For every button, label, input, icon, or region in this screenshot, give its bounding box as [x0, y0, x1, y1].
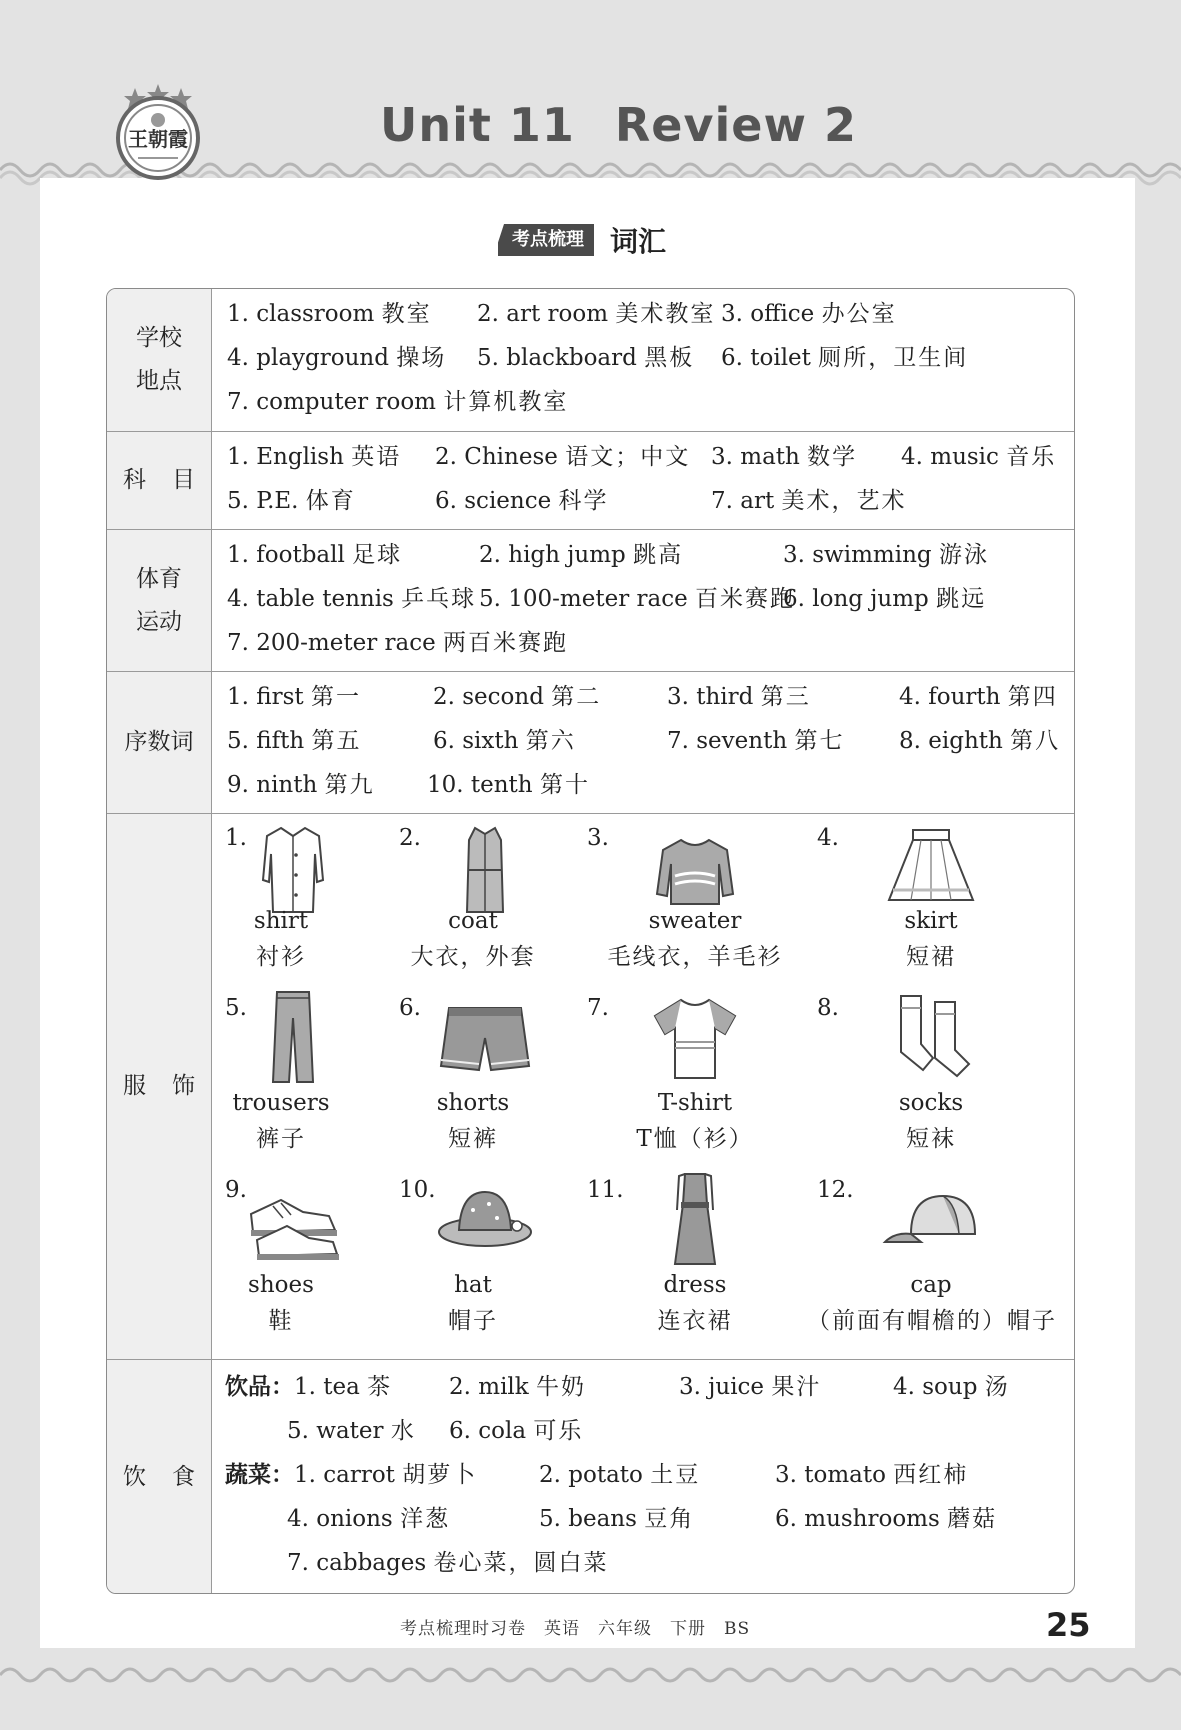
category-school-places: 学校 地点 [107, 289, 212, 431]
clothes-number: 4. [817, 825, 839, 851]
vocab-item: 2. high jump 跳高 [479, 542, 684, 568]
hat-icon [435, 1170, 535, 1270]
vocab-item: 6. science 科学 [435, 488, 609, 514]
vocab-item: 6. mushrooms 蘑菇 [775, 1506, 998, 1532]
wangzhaoxia-logo [112, 82, 204, 180]
shoes-icon [243, 1170, 343, 1270]
clothes-zh: 毛线衣，羊毛衫 [607, 944, 783, 970]
vegetables-label: 蔬菜： [225, 1462, 294, 1488]
vocab-item: 3. math 数学 [711, 444, 858, 470]
vocab-item: 5. P.E. 体育 [227, 488, 356, 514]
clothes-en: sweater [648, 908, 742, 934]
vocab-item: 蔬菜：1. carrot 胡萝卜 [225, 1462, 478, 1488]
vocab-item: 6. long jump 跳远 [783, 586, 987, 612]
clothes-en: shorts [436, 1090, 510, 1116]
vocab-item: 4. soup 汤 [893, 1374, 1010, 1400]
vocab-item: 8. eighth 第八 [899, 728, 1061, 754]
vocab-item: 1. classroom 教室 [227, 301, 432, 327]
clothes-en: socks [898, 1090, 964, 1116]
vocab-item: 2. art room 美术教室 [477, 301, 716, 327]
vocab-item: 7. 200-meter race 两百米赛跑 [227, 630, 569, 656]
vocab-item: 3. juice 果汁 [679, 1374, 822, 1400]
vocab-item: 6. cola 可乐 [449, 1418, 584, 1444]
skirt-icon [881, 820, 981, 920]
clothes-number: 11. [587, 1177, 624, 1203]
row-clothes [107, 813, 1074, 1359]
vocab-item: 3. swimming 游泳 [783, 542, 989, 568]
vocab-item: 10. tenth 第十 [427, 772, 590, 798]
clothes-number: 5. [225, 995, 247, 1021]
trousers-icon [243, 988, 343, 1088]
vocab-item: 4. fourth 第四 [899, 684, 1058, 710]
vocab-item: 6. toilet 厕所，卫生间 [721, 345, 969, 371]
vocab-item: 4. music 音乐 [901, 444, 1057, 470]
bottom-wave-border [0, 1655, 1181, 1695]
clothes-en: hat [454, 1272, 492, 1298]
cell-ordinals [213, 672, 1074, 813]
vocab-item: 4. onions 洋葱 [287, 1506, 451, 1532]
clothes-zh: 连衣裙 [657, 1308, 733, 1334]
vocab-item: 5. fifth 第五 [227, 728, 362, 754]
vocab-item: 7. computer room 计算机教室 [227, 389, 569, 415]
clothes-zh: 裤子 [256, 1126, 306, 1152]
clothes-number: 9. [225, 1177, 247, 1203]
section-heading [498, 220, 666, 260]
sweater-icon [645, 820, 745, 920]
vocab-item: 4. table tennis 乒乓球 [227, 586, 477, 612]
clothes-en: cap [910, 1272, 952, 1298]
t-shirt-icon [645, 988, 745, 1088]
clothes-zh: 短袜 [906, 1126, 956, 1152]
drinks-label: 饮品： [225, 1374, 294, 1400]
clothes-en: skirt [904, 908, 958, 934]
page-number: 25 [1046, 1606, 1091, 1644]
vocab-item: 饮品：1. tea 茶 [225, 1374, 393, 1400]
category-sports: 体育 运动 [107, 530, 212, 671]
vocab-item: 9. ninth 第九 [227, 772, 375, 798]
socks-icon [881, 988, 981, 1088]
clothes-number: 3. [587, 825, 609, 851]
clothes-number: 12. [817, 1177, 854, 1203]
vocab-item: 3. tomato 西红柿 [775, 1462, 969, 1488]
vocab-item: 3. office 办公室 [721, 301, 897, 327]
vocab-item: 6. sixth 第六 [433, 728, 576, 754]
review-label: Review 2 [614, 98, 857, 152]
cell-clothes [213, 814, 1074, 1359]
section-tag: 考点梳理 [498, 224, 594, 256]
clothes-zh: 短裙 [906, 944, 956, 970]
row-subjects [107, 431, 1074, 529]
vocab-item: 2. potato 土豆 [539, 1462, 701, 1488]
vocab-item: 2. milk 牛奶 [449, 1374, 587, 1400]
clothes-number: 1. [225, 825, 247, 851]
clothes-number: 7. [587, 995, 609, 1021]
clothes-number: 2. [399, 825, 421, 851]
clothes-number: 8. [817, 995, 839, 1021]
logo-text: 王朝霞 [128, 127, 188, 151]
vocab-item: 2. Chinese 语文；中文 [435, 444, 691, 470]
clothes-en: shirt [253, 908, 309, 934]
vocab-item: 1. first 第一 [227, 684, 361, 710]
shirt-icon [243, 820, 343, 920]
clothes-en: shoes [248, 1272, 314, 1298]
clothes-en: trousers [232, 1090, 330, 1116]
vocab-item: 2. second 第二 [433, 684, 602, 710]
vocab-item: 3. third 第三 [667, 684, 811, 710]
clothes-zh: 鞋 [268, 1308, 294, 1334]
vocab-item: 5. water 水 [287, 1418, 416, 1444]
row-ordinals [107, 671, 1074, 813]
vocab-item: 5. blackboard 黑板 [477, 345, 695, 371]
row-food [107, 1359, 1074, 1594]
vocabulary-table [106, 288, 1075, 1594]
vocab-item: 7. seventh 第七 [667, 728, 845, 754]
clothes-number: 6. [399, 995, 421, 1021]
coat-icon [435, 820, 535, 920]
vocab-item: 4. playground 操场 [227, 345, 447, 371]
vocab-item: 7. art 美术，艺术 [711, 488, 907, 514]
category-subjects: 科目 [107, 432, 212, 529]
cap-icon [881, 1170, 981, 1270]
vocab-item: 1. English 英语 [227, 444, 402, 470]
section-title: 词汇 [610, 225, 667, 258]
category-clothes: 服饰 [107, 814, 212, 1359]
clothes-en: T-shirt [657, 1090, 733, 1116]
unit-label: Unit 11 [380, 98, 575, 152]
category-food: 饮食 [107, 1360, 212, 1594]
clothes-number: 10. [399, 1177, 436, 1203]
row-sports [107, 529, 1074, 671]
clothes-en: coat [448, 908, 498, 934]
cell-sports [213, 530, 1074, 671]
clothes-en: dress [663, 1272, 727, 1298]
row-school-places [107, 289, 1074, 431]
vocab-item: 5. 100-meter race 百米赛跑 [479, 586, 796, 612]
clothes-zh: 帽子 [448, 1308, 498, 1334]
cell-food [213, 1360, 1074, 1594]
shorts-icon [435, 988, 535, 1088]
category-ordinals: 序数词 [107, 672, 212, 813]
clothes-zh: 短裤 [448, 1126, 498, 1152]
dress-icon [645, 1170, 745, 1270]
vocab-item: 7. cabbages 卷心菜，圆白菜 [287, 1550, 609, 1576]
clothes-zh: （前面有帽檐的）帽子 [807, 1308, 1057, 1334]
footer-text: 考点梳理时习卷 英语 六年级 下册 BS [400, 1619, 751, 1639]
cell-school-places [213, 289, 1074, 431]
vocab-item: 1. football 足球 [227, 542, 403, 568]
clothes-zh: T恤（衫） [636, 1126, 754, 1152]
clothes-zh: 大衣，外套 [410, 944, 536, 970]
clothes-zh: 衬衫 [256, 944, 306, 970]
vocab-item: 5. beans 豆角 [539, 1506, 695, 1532]
cell-subjects [213, 432, 1074, 529]
page-title [380, 98, 857, 158]
